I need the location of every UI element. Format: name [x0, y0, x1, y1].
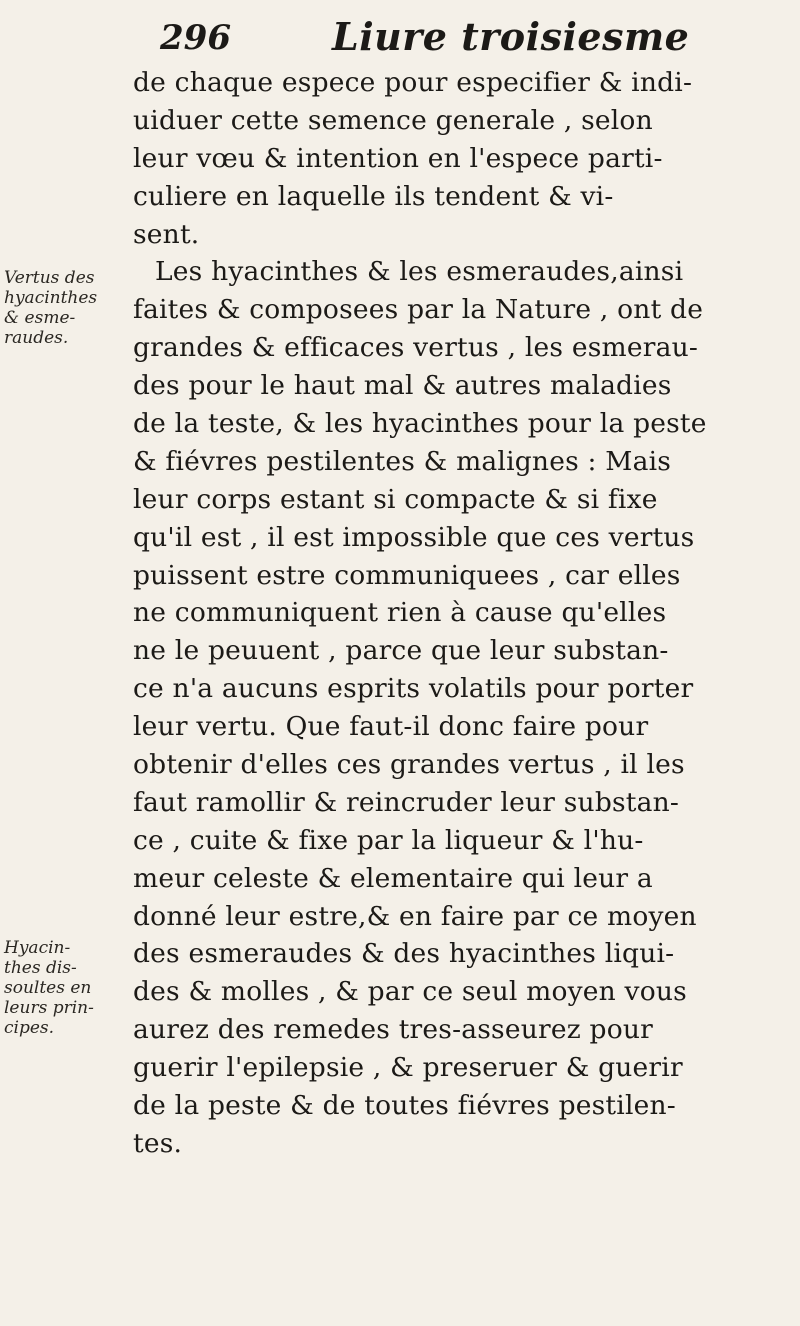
text-line: leur corps estant si compacte & si fixe	[133, 483, 658, 515]
margin-note-line: cipes.	[4, 1018, 55, 1038]
paragraph-1	[133, 64, 773, 253]
margin-note-line: raudes.	[4, 328, 69, 348]
text-line: tes.	[133, 1127, 183, 1159]
text-line: culiere en laquelle ils tendent & vi-	[133, 180, 614, 212]
text-line: ne le peuuent , parce que leur substan-	[133, 635, 669, 667]
text-line: leur vœu & intention en l'espece parti-	[133, 142, 663, 174]
text-line: ce n'a aucuns esprits volatils pour porter	[133, 673, 694, 705]
running-title: Liure troisiesme	[332, 14, 690, 59]
margin-note-line: soultes en	[4, 978, 92, 998]
margin-note-line: Vertus des	[4, 268, 95, 288]
text-line: de chaque espece pour especifier & indi-	[133, 67, 693, 98]
margin-note-line: thes dis-	[4, 958, 77, 978]
text-line: des pour le haut mal & autres maladies	[133, 370, 672, 402]
text-line: puissent estre communiquees , car elles	[133, 559, 681, 591]
margin-note-hyacinthes	[4, 938, 124, 1038]
text-line: faut ramollir & reincruder leur substan-	[133, 786, 680, 818]
text-line: de la peste & de toutes fiévres pestilen-	[133, 1090, 676, 1122]
text-line: leur vertu. Que faut-il donc faire pour	[133, 711, 649, 743]
text-line: guerir l'epilepsie , & preseruer & guerir	[133, 1052, 683, 1084]
text-line: sent.	[133, 218, 200, 250]
margin-note-line: hyacinthes	[4, 288, 98, 308]
text-line: de la teste, & les hyacinthes pour la peste	[133, 408, 707, 440]
text-line: ne communiquent rien à cause qu'elles	[133, 597, 667, 629]
text-line: obtenir d'elles ces grandes vertus , il les	[133, 749, 685, 781]
page-number: 296	[160, 18, 231, 58]
page-header	[150, 14, 710, 64]
text-line: des & molles , & par ce seul moyen vous	[133, 976, 687, 1008]
margin-note-line: & esme-	[4, 308, 76, 328]
text-line: uiduer cette semence generale , selon	[133, 104, 653, 136]
paragraph-2	[133, 253, 773, 1162]
margin-note-line: leurs prin-	[4, 998, 94, 1018]
text-line: faites & composees par la Nature , ont de	[133, 294, 704, 326]
main-text	[133, 64, 773, 1163]
text-line: qu'il est , il est impossible que ces vertus	[133, 521, 695, 553]
text-line: meur celeste & elementaire qui leur a	[133, 862, 653, 894]
text-line: donné leur estre,& en faire par ce moyen	[133, 900, 697, 932]
text-line: aurez des remedes tres-asseurez pour	[133, 1014, 653, 1046]
text-line: Les hyacinthes & les esmeraudes,ainsi	[155, 256, 684, 288]
text-line: des esmeraudes & des hyacinthes liqui-	[133, 938, 675, 970]
text-line: ce , cuite & fixe par la liqueur & l'hu-	[133, 824, 644, 856]
margin-note-vertus	[4, 268, 124, 348]
text-line: & fiévres pestilentes & malignes : Mais	[133, 445, 672, 477]
margin-note-line: Hyacin-	[4, 938, 71, 958]
text-line: grandes & efficaces vertus , les esmerau-	[133, 332, 699, 364]
